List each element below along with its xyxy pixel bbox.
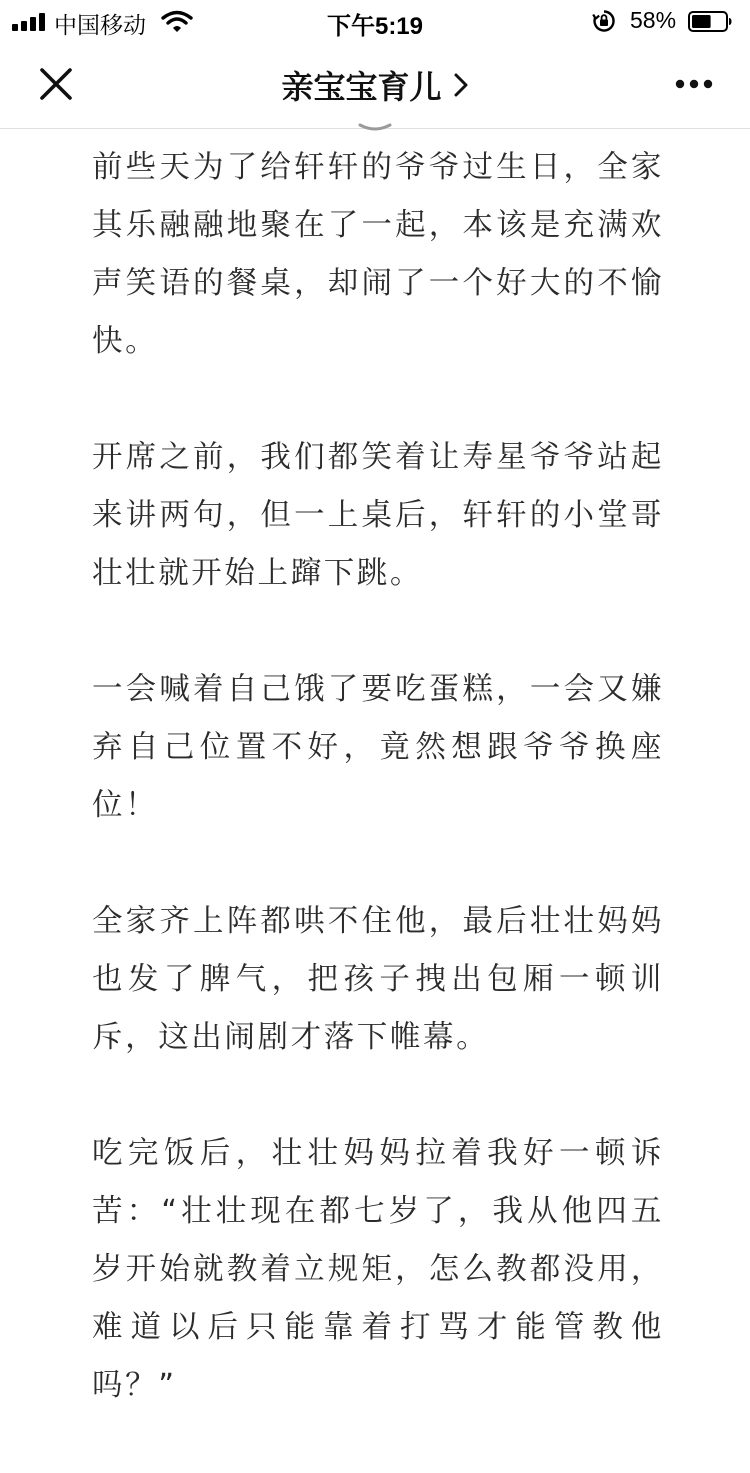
battery-icon	[688, 11, 732, 32]
more-dots-icon[interactable]	[662, 60, 722, 108]
image-edge	[358, 123, 392, 133]
account-title-link[interactable]	[150, 62, 600, 108]
nav-title: 亲宝宝育儿	[281, 68, 442, 106]
article-paragraph: 一会喊着自己饿了要吃蛋糕，一会又嫌弃自己位置不好，竟然想跟爷爷换座位！	[92, 672, 664, 823]
orientation-lock-icon	[592, 9, 616, 33]
article-content[interactable]	[0, 129, 750, 1403]
status-time: 下午5:19	[326, 13, 424, 40]
article-paragraph: 吃完饭后，壮壮妈妈拉着我好一顿诉苦：“壮壮现在都七岁了，我从他四五岁开始就教着立规矩，怎么教都没用，难道以后只能靠着打骂才能管教他吗？”	[92, 1136, 664, 1403]
nav-bar	[0, 40, 750, 129]
article-paragraph: 前些天为了给轩轩的爷爷过生日，全家其乐融融地聚在了一起，本该是充满欢声笑语的餐桌，却闹了一个好大的不愉快。	[92, 150, 664, 359]
article-paragraph: 全家齐上阵都哄不住他，最后壮壮妈妈也发了脾气，把孩子拽出包厢一顿训斥，这出闹剧才落下帷幕。	[92, 904, 664, 1055]
article-paragraph: 开席之前，我们都笑着让寿星爷爷站起来讲两句，但一上桌后，轩轩的小堂哥壮壮就开始上蹿下跳。	[92, 440, 664, 591]
close-icon[interactable]	[28, 58, 84, 110]
status-bar	[0, 0, 750, 40]
battery-percent: 58%	[630, 7, 677, 33]
article-body	[92, 139, 664, 1473]
chevron-right-icon	[453, 72, 469, 98]
carrier-name: 中国移动	[54, 13, 146, 39]
